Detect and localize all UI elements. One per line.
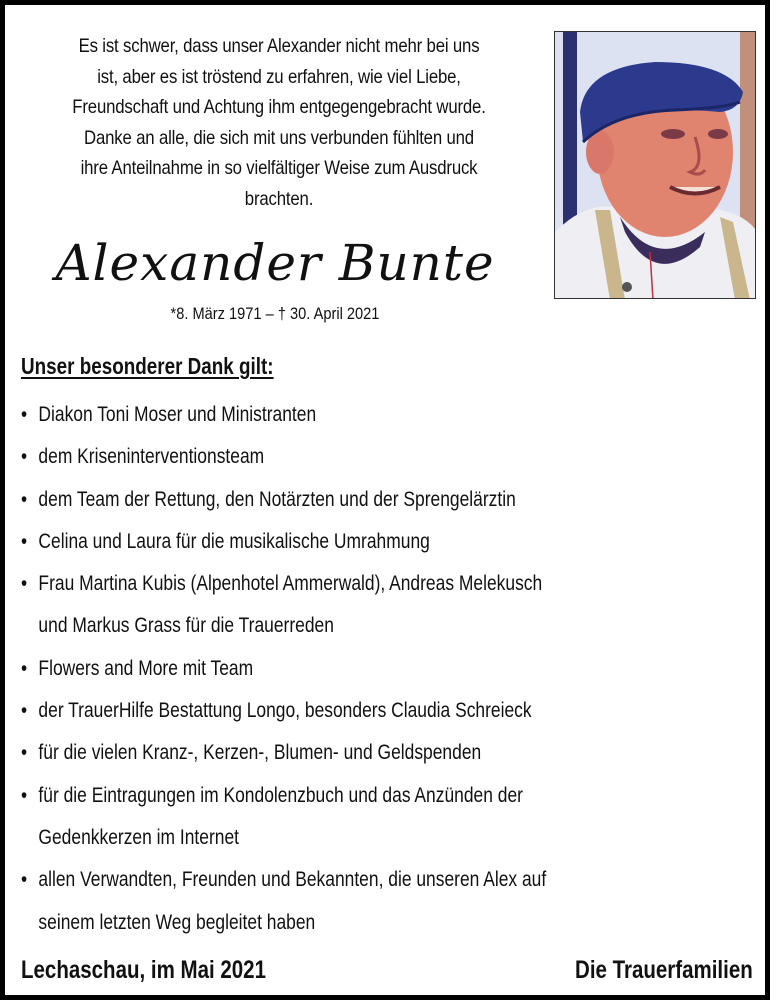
list-item: • dem Kriseninterventionsteam: [21, 436, 652, 478]
bullet-icon: •: [21, 783, 28, 807]
list-item: • der TrauerHilfe Bestattung Longo, besonders Claudia Schreieck: [21, 690, 652, 732]
list-item: • allen Verwandten, Freunden und Bekannten, die unseren Alex auf seinem letzten Weg begleitet haben: [21, 859, 652, 944]
bullet-icon: •: [21, 699, 28, 723]
thanks-heading: Unser besonderer Dank gilt:: [21, 353, 274, 379]
thanks-list: [21, 394, 652, 944]
bullet-icon: •: [21, 487, 28, 511]
intro-line: Es ist schwer, dass unser Alexander nicht mehr bei uns: [78, 35, 480, 57]
list-item: • dem Team der Rettung, den Notärzten und der Sprengelärztin: [21, 479, 652, 521]
obituary-card: [5, 5, 765, 995]
list-item: • Frau Martina Kubis (Alpenhotel Ammerwald), Andreas Melekusch und Markus Grass für die Trauerreden: [21, 563, 652, 648]
bullet-icon: •: [21, 403, 28, 426]
list-item: • Flowers and More mit Team: [21, 648, 652, 690]
intro-text: [55, 31, 502, 214]
bullet-icon: •: [21, 529, 28, 553]
list-item: • für die vielen Kranz-, Kerzen-, Blumen- und Geldspenden: [21, 732, 652, 774]
list-item: • Diakon Toni Moser und Ministranten: [21, 394, 652, 436]
bullet-icon: •: [21, 445, 28, 469]
portrait-photo: [554, 31, 756, 299]
intro-line: brachten.: [244, 187, 314, 210]
portrait-image: [555, 32, 756, 299]
list-item: • für die Eintragungen im Kondolenzbuch und das Anzünden der Gedenkkerzen im Internet: [21, 775, 652, 860]
bullet-icon: •: [21, 868, 28, 892]
place-date: Lechaschau, im Mai 2021: [21, 956, 266, 984]
intro-line: ihre Anteilnahme in so vielfältiger Weise zum Ausdruck: [80, 157, 478, 179]
bullet-icon: •: [21, 572, 28, 596]
bullet-icon: •: [21, 741, 28, 765]
life-dates: *8. März 1971 – † 30. April 2021: [170, 304, 380, 323]
signature: Die Trauerfamilien: [575, 956, 753, 984]
intro-line: ist, aber es ist tröstend zu erfahren, wie viel Liebe,: [97, 65, 461, 88]
deceased-name: Alexander Bunte: [55, 234, 495, 292]
intro-line: Freundschaft und Achtung ihm entgegengebracht wurde.: [72, 96, 486, 118]
intro-line: Danke an alle, die sich mit uns verbunden fühlten und: [84, 126, 474, 149]
list-item: • Celina und Laura für die musikalische Umrahmung: [21, 521, 652, 563]
bullet-icon: •: [21, 656, 28, 680]
